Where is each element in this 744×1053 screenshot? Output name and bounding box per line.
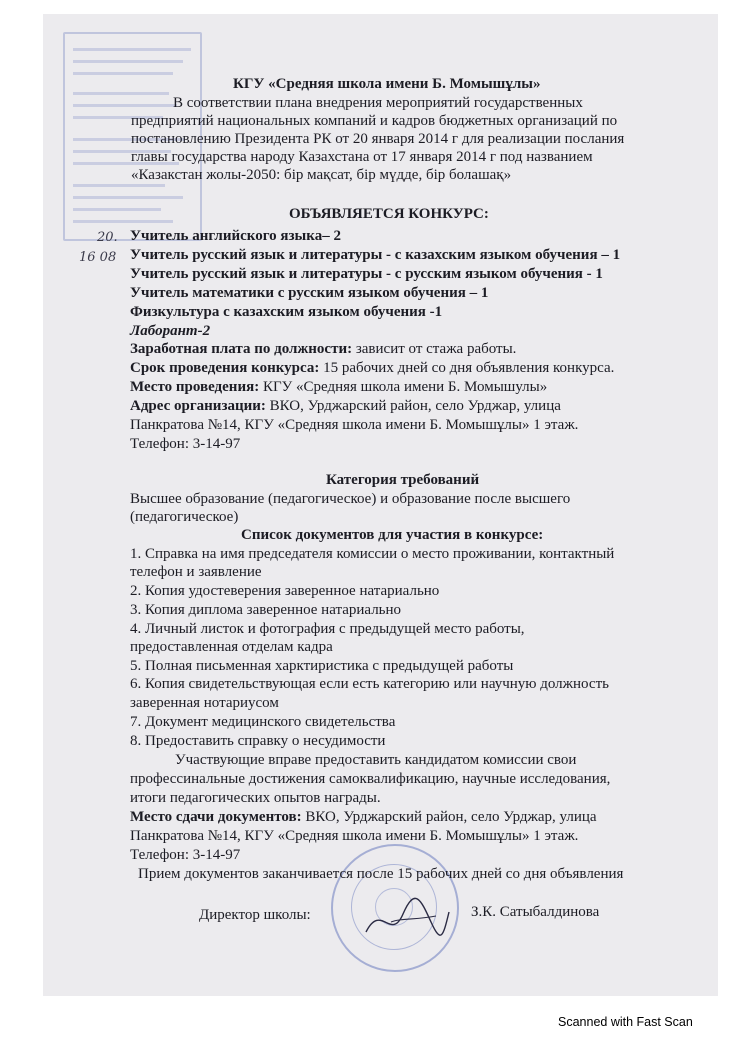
document-item: 8. Предоставить справку о несудимости [130,733,386,749]
address-label: Адрес организации: [130,398,266,414]
address-value: ВКО, Урджарский район, село Урджар, улица [265,398,561,414]
requirements-line: Высшее образование (педагогическое) и образование после высшего [130,491,571,507]
document-item: 2. Копия удостеверения заверенное натариально [130,583,440,599]
document-item: 6. Копия свидетельствующая если есть категорию или научную должность [130,676,609,692]
vacancy-item: Учитель русский язык и литературы - с казахским языком обучения – 1 [130,247,621,263]
school-title: КГУ «Средняя школа имени Б. Момышұлы» [233,76,541,92]
term-label: Срок проведения конкурса: [130,360,320,376]
submission-line [130,809,597,826]
participants-line: итоги педагогических опытов награды. [130,790,381,806]
document-item: 4. Личный листок и фотография с предыдущей место работы, [130,621,525,637]
director-title: Директор школы: [199,907,311,923]
intro-line: главы государства народу Казахстана от 17 января 2014 г под названием [131,149,593,165]
document-item: телефон и заявление [130,564,262,580]
term-value: 15 рабочих дней со дня объявления конкурса. [319,360,615,376]
director-signature [361,892,451,947]
handwritten-note: 16 08 [79,250,117,265]
term-line [130,360,614,377]
submission-label: Место сдачи документов: [130,809,302,825]
phone-line: Телефон: 3-14-97 [130,436,241,452]
salary-value: зависит от стажа работы. [352,341,517,357]
requirements-heading: Категория требований [326,472,480,488]
scanned-page [43,14,718,996]
address-line-2: Панкратова №14, КГУ «Средняя школа имени Б. Момышұлы» 1 этаж. [130,417,579,433]
director-name: З.К. Сатыбалдинова [471,904,600,920]
scanner-watermark: Scanned with Fast Scan [558,1015,693,1029]
contest-heading: ОБЪЯВЛЯЕТСЯ КОНКУРС: [289,206,489,222]
participants-line: Участвующие вправе предоставить кандидатом комиссии свои [175,752,577,768]
intro-line: «Казакстан жолы-2050: бір мақсат, бір мүдде, бір болашақ» [131,167,512,183]
document-item: предоставленная отделам кадра [130,639,333,655]
participants-line: профессинальные достижения самоквалификацию, научные исследования, [130,771,611,787]
place-value: КГУ «Средняя школа имени Б. Момышулы» [259,379,548,395]
salary-line [130,341,516,358]
closing-line: Прием документов заканчивается после 15 рабочих дней со дня объявления [138,866,624,882]
intro-line: постановлению Президента РК от 20 января 2014 г для реализации послания [131,131,625,147]
requirements-line: (педагогическое) [130,509,239,525]
documents-heading: Список документов для участия в конкурсе: [241,527,544,543]
document-item: 1. Справка на имя председателя комиссии о место проживании, контактный [130,546,615,562]
handwritten-note: 20. [97,230,118,245]
submission-phone: Телефон: 3-14-97 [130,847,241,863]
salary-label: Заработная плата по должности: [130,341,353,357]
intro-line: В соответствии плана внедрения мероприятий государственных [173,95,583,111]
submission-value: ВКО, Урджарский район, село Урджар, улица [301,809,597,825]
place-label: Место проведения: [130,379,260,395]
place-line [130,379,547,396]
document-item: 3. Копия диплома заверенное натариально [130,602,402,618]
submission-line-2: Панкратова №14, КГУ «Средняя школа имени Б. Момышұлы» 1 этаж. [130,828,579,844]
document-item: 7. Документ медицинского свидетельства [130,714,396,730]
vacancy-item: Физкультура с казахским языком обучения -1 [130,304,443,320]
address-line [130,398,561,415]
vacancy-item: Учитель математики с русским языком обучения – 1 [130,285,489,301]
vacancy-item: Учитель английского языка– 2 [130,228,341,244]
vacancy-item: Учитель русский язык и литературы - с русским языком обучения - 1 [130,266,603,282]
document-item: заверенная нотариусом [130,695,279,711]
document-item: 5. Полная письменная харктиристика с предыдущей работы [130,658,514,674]
vacancy-item: Лаборант-2 [130,323,211,339]
intro-line: предприятий национальных компаний и кадров бюджетных организаций по [131,113,618,129]
